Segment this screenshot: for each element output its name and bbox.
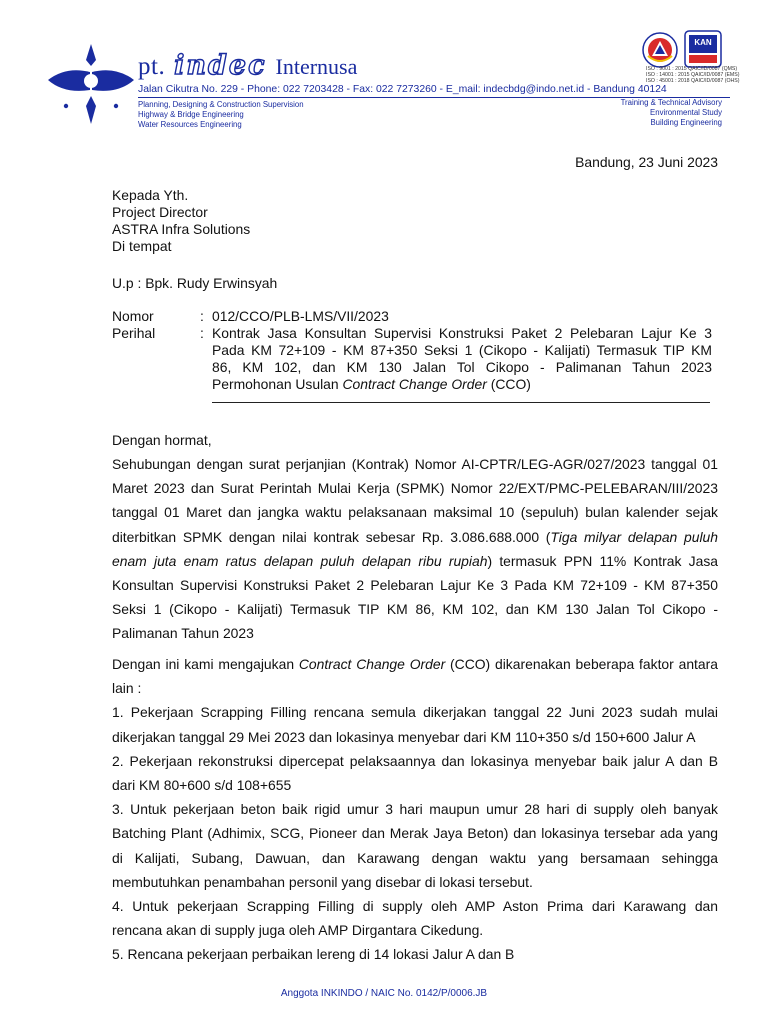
paragraph-line: Dengan ini kami mengajukan Contract Change Order (CCO) dikarenakan beberapa faktor antara <box>112 656 718 672</box>
services-right <box>621 98 722 128</box>
service-item: Training & Technical Advisory <box>620 98 722 107</box>
list-item: 3. Untuk pekerjaan beton baik rigid umur 3 hari maupun umur 28 hari di supply oleh banyak <box>112 801 718 818</box>
perihal-label: Perihal <box>112 325 156 341</box>
nomor-value: 012/CCO/PLB-LMS/VII/2023 <box>212 308 389 324</box>
list-item: membutuhkan penambahan personil yang disebar di lokasi tersebut. <box>112 873 533 890</box>
paragraph-line: lain : <box>112 680 142 697</box>
paragraph-line: tanggal 01 Maret dan jangka waktu pelaksanaan maksimal 10 (sepuluh) bulan kalender sejak <box>112 504 718 521</box>
certification-seal-icon <box>642 32 678 68</box>
service-item: Building Engineering <box>650 118 722 127</box>
paragraph-cco <box>112 652 718 967</box>
recipient-line: Di tempat <box>112 238 172 254</box>
iso-line: ISO : 14001 : 2015 QAIC/ID/0087 (EMS) <box>646 72 740 79</box>
recipient-block <box>112 187 250 255</box>
list-item: dari KM 80+600 s/d 108+655 <box>112 777 292 794</box>
paragraph-line: diterbitkan SPMK dengan nilai kontrak sebesar Rp. 3.086.688.000 (Tiga milyar delapan puluh <box>112 528 718 545</box>
paragraph-line: Konsultan Supervisi Konstruksi Paket 2 Pelebaran Lajur Ke 3 Pada KM 72+109 - KM 87+350 <box>112 577 718 594</box>
perihal-value <box>212 325 712 393</box>
list-item: 1. Pekerjaan Scrapping Filling rencana semula dikerjakan tanggal 22 Juni 2023 sudah mulai <box>112 704 718 721</box>
service-item: Water Resources Engineering <box>138 120 242 129</box>
company-prefix: pt. <box>138 53 166 80</box>
list-item: 2. Pekerjaan rekonstruksi dipercepat pelaksaannya dan lokasinya menyebar baik jalur A dan B <box>112 752 718 769</box>
subject-underline <box>212 402 710 403</box>
iso-line: ISO : 45001 : 2018 QAIC/ID/0087 (OHS) <box>646 78 740 85</box>
service-item: Environmental Study <box>650 108 722 117</box>
list-item: 5. Rencana pekerjaan perbaikan lereng di 14 lokasi Jalur A dan B <box>112 946 515 963</box>
perihal-line: Permohonan Usulan Contract Change Order (CCO) <box>212 376 531 392</box>
perihal-line: Kontrak Jasa Konsultan Supervisi Konstruksi Paket 2 Pelebaran Lajur Ke 3 <box>212 325 712 341</box>
list-item: di Kalijati, Subang, Dawuan, dan Karawang dengan waktu yang bersamaan sehingga <box>112 849 718 866</box>
nomor-row: Nomor : 012/CCO/PLB-LMS/VII/2023 <box>112 308 712 325</box>
attention-line: U.p : Bpk. Rudy Erwinsyah <box>112 275 278 291</box>
recipient-line: Project Director <box>112 204 208 220</box>
recipient-line: Kepada Yth. <box>112 187 189 203</box>
subject-block <box>112 308 712 393</box>
service-item: Highway & Bridge Engineering <box>138 110 244 119</box>
paragraph-line: Seksi 1 (Cikopo - Kalijati) Termasuk TIP KM 86, KM 102, dan KM 130 Jalan Tol Cikopo - <box>112 601 718 618</box>
list-item: dikerjakan tanggal 29 Mei 2023 dan lokasinya menyebar dari KM 110+350 s/d 150+600 Jalur A <box>112 728 696 745</box>
paragraph-line: Palimanan Tahun 2023 <box>112 625 254 642</box>
list-item: rencana akan di supply juga oleh AMP Dirgantara Cikedung. <box>112 922 484 939</box>
footer-membership: Anggota INKINDO / NAIC No. 0142/P/0006.JB <box>280 988 488 999</box>
recipient-line: ASTRA Infra Solutions <box>112 221 251 237</box>
company-logo-icon <box>46 44 136 124</box>
company-suffix: Internusa <box>275 54 358 79</box>
iso-line: ISO : 9001 : 2015 QAIC/ID/0087 (QMS) <box>646 66 738 72</box>
perihal-row: Perihal : Kontrak Jasa Konsultan Supervisi Konstruksi Paket 2 Pelebaran Lajur Ke 3 Pada KM 72+109 - KM 87+350 Seksi 1 (Cikopo - Kalijati) Termasuk TIP KM 86, KM 102, dan KM 130 Jalan Tol Cikopo - Palimanan Tahun 2023 Permohonan Usulan Contract Change Order (CCO) <box>112 325 712 392</box>
company-name <box>138 50 357 81</box>
accreditation-badge-text: KAN <box>694 38 712 47</box>
paragraph-contract <box>112 452 718 646</box>
company-brand: indec <box>174 50 267 81</box>
services-left <box>138 100 304 130</box>
accreditation-badge-icon <box>684 30 722 68</box>
nomor-label: Nomor <box>112 308 154 324</box>
service-item: Planning, Designing & Construction Supervision <box>138 100 304 109</box>
list-item: 4. Untuk pekerjaan Scrapping Filling di supply oleh AMP Aston Prima dari Karawang dan <box>112 898 718 915</box>
paragraph-line: Sehubungan dengan surat perjanjian (Kontrak) Nomor AI-CPTR/LEG-AGR/027/2023 tanggal 01 <box>112 456 718 472</box>
company-address: Jalan Cikutra No. 229 - Phone: 022 7203428 - Fax: 022 7273260 - E_mail: indecbdg@indo.net.id - Bandung 40124 <box>138 84 667 95</box>
list-item: Batching Plant (Adhimix, SCG, Pioneer dan Merak Jaya Beton) dan lokasinya tersebar ada yang <box>112 825 718 842</box>
letter-date: Bandung, 23 Juni 2023 <box>575 154 718 170</box>
greeting: Dengan hormat, <box>112 432 212 448</box>
iso-certifications <box>646 66 739 85</box>
perihal-line: Pada KM 72+109 - KM 87+350 Seksi 1 (Cikopo - Kalijati) Termasuk TIP KM <box>212 342 712 358</box>
paragraph-line: Maret 2023 dan Surat Perintah Mulai Kerja (SPMK) Nomor 22/EXT/PMC-PELEBARAN/III/2023 <box>112 480 718 497</box>
perihal-line: 86, KM 102, dan KM 130 Jalan Tol Cikopo - Palimanan Tahun 2023 <box>212 359 712 375</box>
paragraph-line: enam juta enam ratus delapan puluh delapan ribu rupiah) termasuk PPN 11% Kontrak Jasa <box>112 552 718 569</box>
